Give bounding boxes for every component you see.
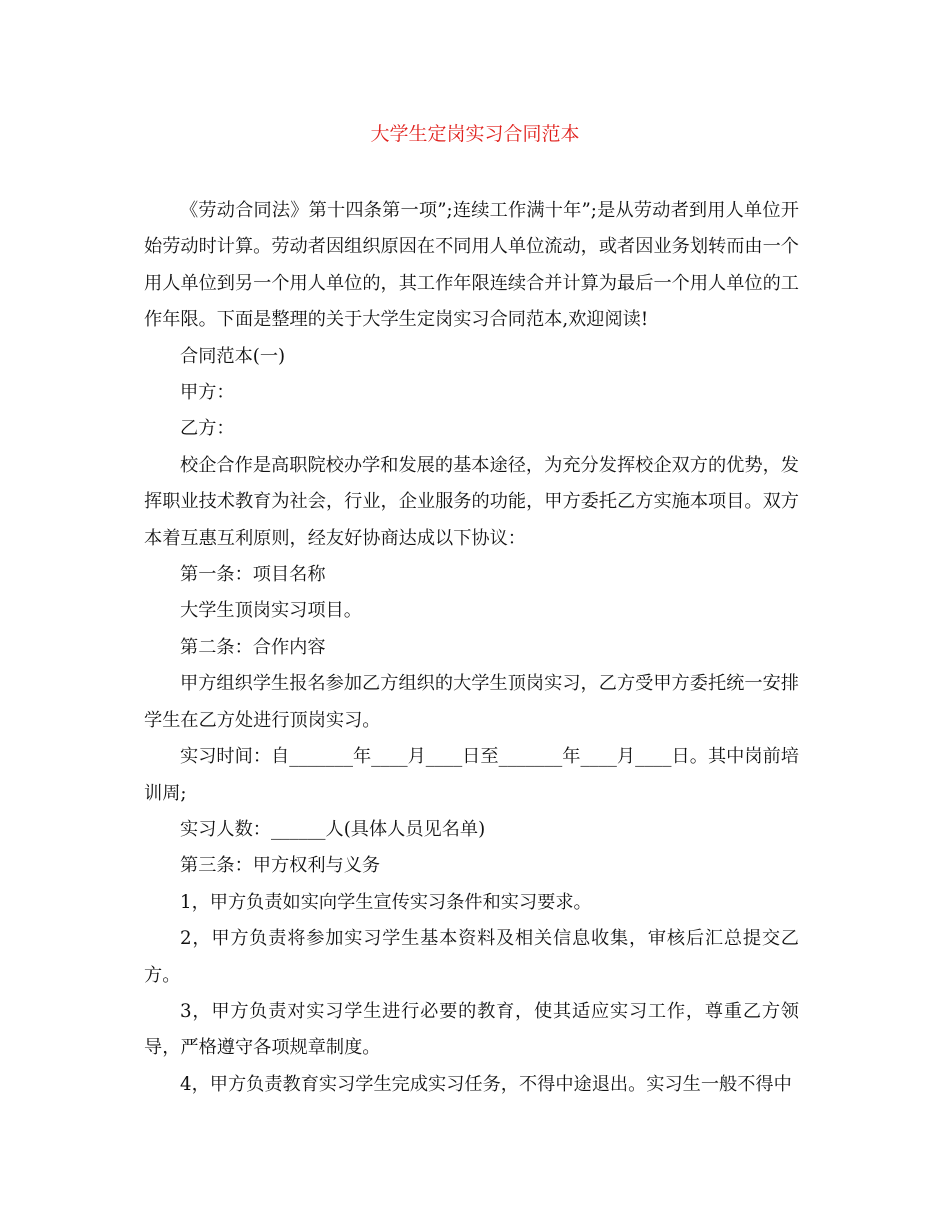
document-body — [144, 193, 799, 1103]
document-title: 大学生定岗实习合同范本 — [370, 123, 580, 145]
paragraph-clause-2: 2，甲方负责将参加实习学生基本资料及相关信息收集，审核后汇总提交乙方。 — [144, 928, 799, 986]
paragraph-intro: 《劳动合同法》第十四条第一项”;连续工作满十年”;是从劳动者到用人单位开始劳动时计算。劳动者因组织原因在不同用人单位流动，或者因业务划转而由一个用人单位到另一个用人单位的，其工作年限连续合并计算为最后一个用人单位的工作年限。下面是整理的关于大学生定岗实习合同范本,欢迎阅读! — [144, 200, 799, 331]
paragraph-clause-3: 3，甲方负责对实习学生进行必要的教育，使其适应实习工作，尊重乙方领导，严格遵守各项规章制度。 — [144, 1000, 799, 1059]
paragraph-article-2-heading: 第二条：合作内容 — [180, 636, 326, 658]
paragraph-party-b: 乙方： — [180, 418, 235, 440]
paragraph-internship-period: 实习时间：自_______年____月____日至_______年____月____日。其中岗前培训周; — [144, 746, 799, 804]
paragraph-clause-4: 4，甲方负责教育实习学生完成实习任务，不得中途退出。实习生一般不得中 — [180, 1073, 792, 1095]
paragraph-article-1-heading: 第一条：项目名称 — [180, 564, 326, 586]
paragraph-article-2-body: 甲方组织学生报名参加乙方组织的大学生顶岗实习，乙方受甲方委托统一安排学生在乙方处进行顶岗实习。 — [144, 673, 799, 731]
paragraph-clause-1: 1，甲方负责如实向学生宣传实习条件和实习要求。 — [180, 891, 592, 913]
paragraph-article-1-body: 大学生顶岗实习项目。 — [180, 600, 362, 622]
paragraph-intern-count: 实习人数：______人(具体人员见名单) — [180, 818, 486, 840]
paragraph-contract-heading: 合同范本(一) — [180, 345, 286, 367]
paragraph-article-3-heading: 第三条：甲方权利与义务 — [180, 855, 381, 877]
paragraph-preamble: 校企合作是高职院校办学和发展的基本途径，为充分发挥校企双方的优势，发挥职业技术教育为社会，行业，企业服务的功能，甲方委托乙方实施本项目。双方本着互惠互利原则，经友好协商达成以下协议： — [144, 454, 799, 549]
paragraph-party-a: 甲方： — [180, 382, 235, 404]
